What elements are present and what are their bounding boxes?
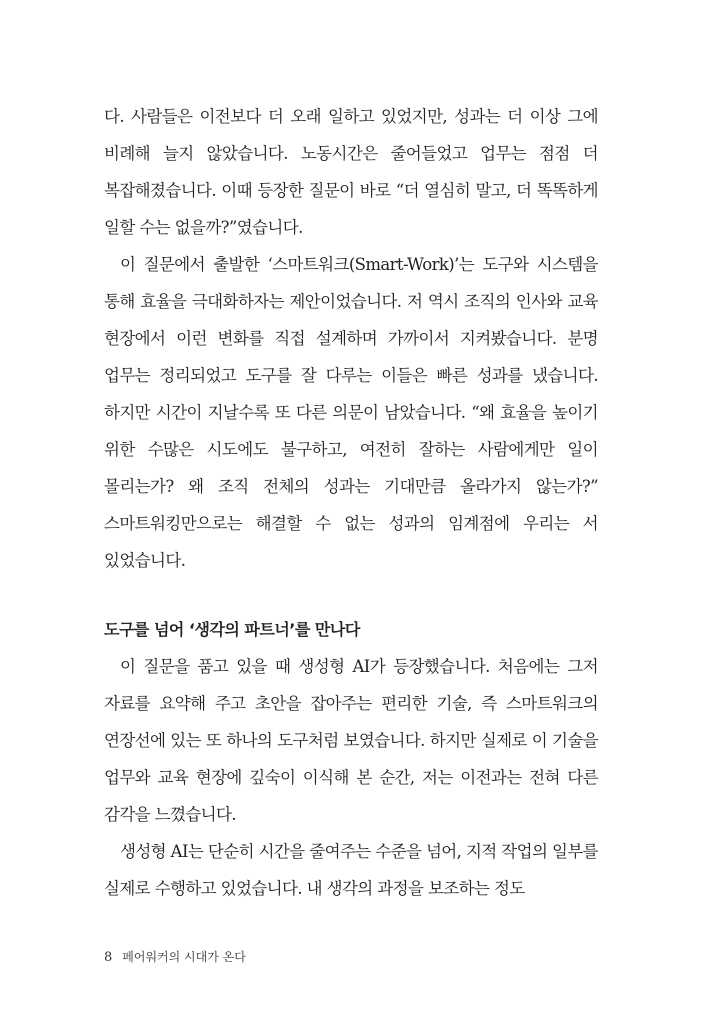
body-paragraph-smartwork: 이 질문에서 출발한 ‘스마트워크(Smart-Work)’는 도구와 시스템을 통해 효율을 극대화하자는 제안이었습니다. 저 역시 조직의 인사와 교육 현장에서 이런 변화를 직접 설계하며 가까이서 지켜봤습니다. 분명 업무는 정리되었고 도구를 잘 다루는 이들은 빠른 성과를 냈습니다. 하지만 시간이 지날수록 또 다른 의문이 남았습니다. “왜 효율을 높이기 위한 수많은 시도에도 불구하고, 여전히 잘하는 사람에게만 일이 몰리는가? 왜 조직 전체의 성과는 기대만큼 올라가지 않는가?” 스마트워킹만으로는 해결할 수 없는 성과의 임계점에 우리는 서 있었습니다. xyxy=(104,255,598,570)
section-heading: 도구를 넘어 ‘생각의 파트너’를 만나다 xyxy=(104,620,360,639)
running-book-title: 페어워커의 시대가 온다 xyxy=(122,950,246,964)
body-paragraph-intellectual-work: 생성형 AI는 단순히 시간을 줄여주는 수준을 넘어, 지적 작업의 일부를 실제로 수행하고 있었습니다. 내 생각의 과정을 보조하는 정도 xyxy=(104,842,598,898)
body-paragraph-generative-ai: 이 질문을 품고 있을 때 생성형 AI가 등장했습니다. 처음에는 그저 자료를 요약해 주고 초안을 잡아주는 편리한 기술, 즉 스마트워크의 연장선에 있는 또 하나의 도구처럼 보였습니다. 하지만 실제로 이 기술을 업무와 교육 현장에 깊숙이 이식해 본 순간, 저는 이전과는 전혀 다른 감각을 느꼈습니다. xyxy=(104,657,598,824)
body-paragraph-continued: 다. 사람들은 이전보다 더 오래 일하고 있었지만, 성과는 더 이상 그에 비례해 늘지 않았습니다. 노동시간은 줄어들었고 업무는 점점 더 복잡해졌습니다. 이때 등장한 질문이 바로 “더 열심히 말고, 더 똑똑하게 일할 수는 없을까?”였습니다. xyxy=(104,107,598,237)
page-number: 8 xyxy=(104,950,113,965)
page-body xyxy=(104,98,598,907)
page-footer xyxy=(104,948,246,965)
